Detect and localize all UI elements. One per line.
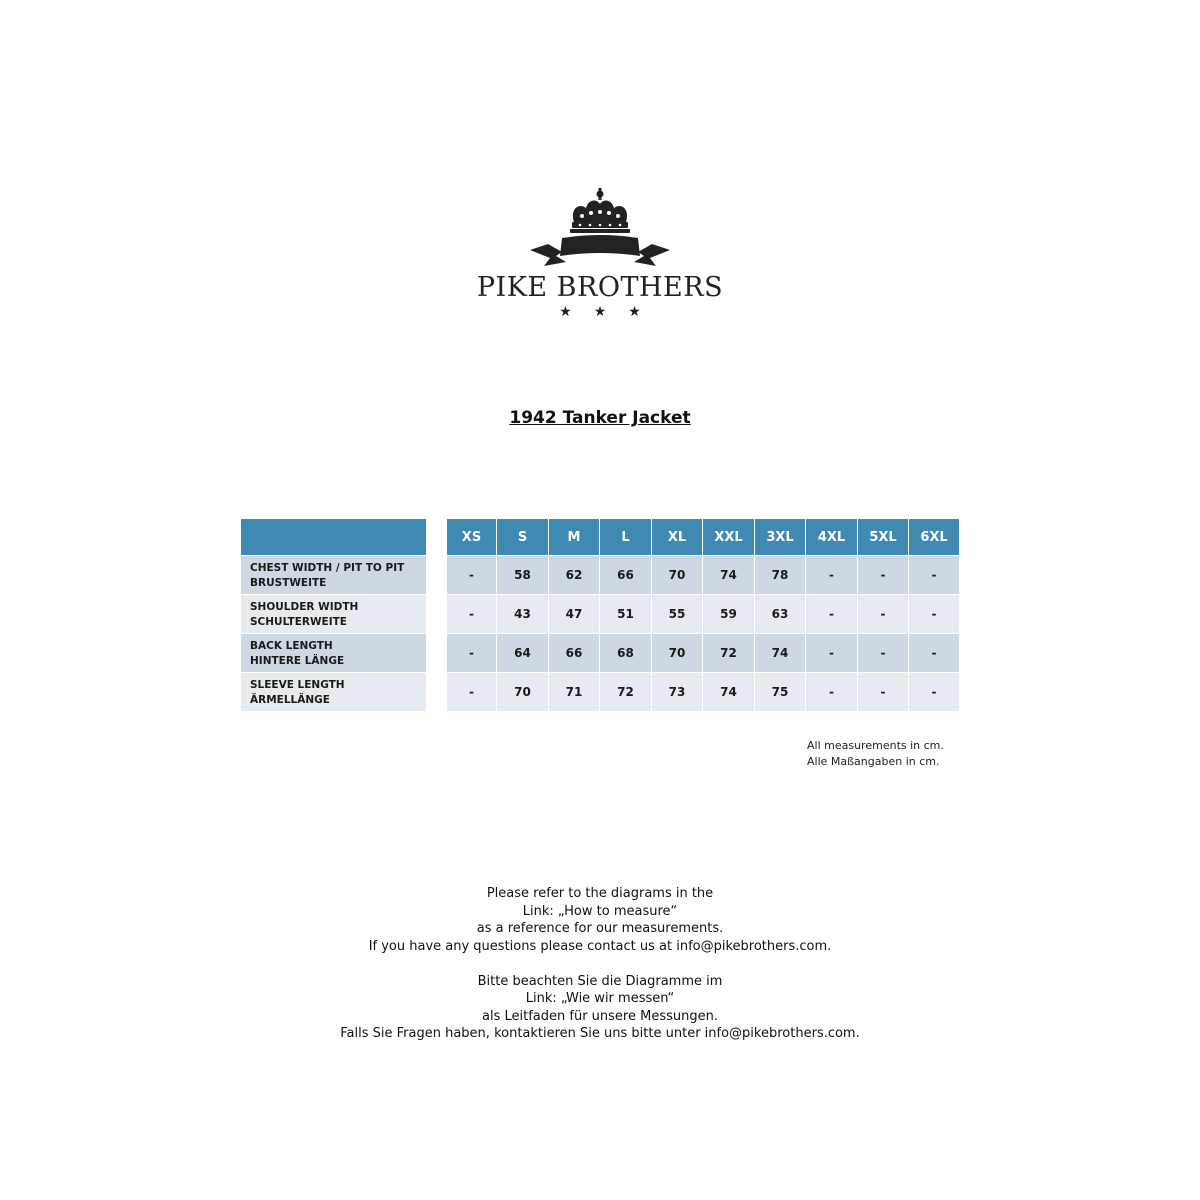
table-cell: 71 <box>549 673 600 711</box>
table-row <box>447 634 960 672</box>
row-label-back-length: BACK LENGTH HINTERE LÄNGE <box>241 634 426 672</box>
table-cell: 68 <box>600 634 652 672</box>
label-column-header <box>241 519 426 555</box>
table-cell: 63 <box>755 595 806 633</box>
footer-line: Link: „Wie wir messen“ <box>525 991 675 1006</box>
units-note-de: Alle Maßangaben in cm. <box>807 755 940 768</box>
table-cell: - <box>447 556 497 594</box>
table-cell: 43 <box>497 595 549 633</box>
table-cell: - <box>909 556 960 594</box>
size-header-row <box>447 519 960 555</box>
table-cell: 73 <box>652 673 703 711</box>
table-cell: - <box>909 634 960 672</box>
table-cell: 58 <box>497 556 549 594</box>
footer-line: as a reference for our measurements. <box>476 921 724 936</box>
table-cell: - <box>858 595 909 633</box>
size-header-xl: XL <box>652 519 703 555</box>
table-cell: 70 <box>652 634 703 672</box>
size-header-3xl: 3XL <box>755 519 806 555</box>
table-cell: 74 <box>703 673 755 711</box>
table-cell: 55 <box>652 595 703 633</box>
table-cell: - <box>447 673 497 711</box>
size-header-l: L <box>600 519 652 555</box>
table-cell: - <box>447 595 497 633</box>
units-note <box>807 738 944 770</box>
footer-instructions <box>0 885 1200 1043</box>
table-cell: - <box>806 634 858 672</box>
size-header-s: S <box>497 519 549 555</box>
footer-line: Please refer to the diagrams in the <box>486 886 714 901</box>
row-label-chest: CHEST WIDTH / PIT TO PIT BRUSTWEITE <box>241 556 426 594</box>
table-cell: 51 <box>600 595 652 633</box>
footer-line: Link: „How to measure“ <box>522 903 678 919</box>
size-header-4xl: 4XL <box>806 519 858 555</box>
table-cell: - <box>858 673 909 711</box>
row-label-shoulder: SHOULDER WIDTH SCHULTERWEITE <box>241 595 426 633</box>
footer-spacer <box>0 955 1200 973</box>
table-cell: 75 <box>755 673 806 711</box>
units-note-en: All measurements in cm. <box>807 739 944 752</box>
brand-stars: ★★★ <box>559 304 663 320</box>
table-cell: 59 <box>703 595 755 633</box>
size-header-5xl: 5XL <box>858 519 909 555</box>
table-cell: 78 <box>755 556 806 594</box>
table-row <box>447 556 960 594</box>
table-cell: - <box>909 673 960 711</box>
table-cell: - <box>806 595 858 633</box>
row-label-sleeve-length: SLEEVE LENGTH ÄRMELLÄNGE <box>241 673 426 711</box>
table-cell: 66 <box>600 556 652 594</box>
crown-banner-icon <box>470 186 730 272</box>
table-cell: 64 <box>497 634 549 672</box>
table-cell: - <box>858 556 909 594</box>
footer-line: If you have any questions please contact us at info@pikebrothers.com. <box>368 938 832 954</box>
table-cell: - <box>909 595 960 633</box>
table-cell: - <box>858 634 909 672</box>
table-cell: 47 <box>549 595 600 633</box>
table-cell: 74 <box>755 634 806 672</box>
brand-logo <box>470 186 730 326</box>
table-cell: 74 <box>703 556 755 594</box>
measurement-label-column <box>241 519 426 711</box>
table-cell: 70 <box>497 673 549 711</box>
table-cell: 72 <box>600 673 652 711</box>
table-cell: - <box>447 634 497 672</box>
table-row <box>447 595 960 633</box>
table-cell: - <box>806 673 858 711</box>
table-cell: 66 <box>549 634 600 672</box>
page-title: 1942 Tanker Jacket <box>509 408 691 428</box>
size-table <box>447 519 960 711</box>
size-header-xs: XS <box>447 519 497 555</box>
footer-line: Bitte beachten Sie die Diagramme im <box>477 973 723 989</box>
table-cell: - <box>806 556 858 594</box>
table-cell: 70 <box>652 556 703 594</box>
size-header-6xl: 6XL <box>909 519 960 555</box>
footer-line: als Leitfaden für unsere Messungen. <box>482 1008 718 1024</box>
table-cell: 72 <box>703 634 755 672</box>
size-header-xxl: XXL <box>703 519 755 555</box>
brand-name: PIKE BROTHERS <box>476 272 724 303</box>
table-row <box>447 673 960 711</box>
footer-line: Falls Sie Fragen haben, kontaktieren Sie uns bitte unter info@pikebrothers.com. <box>340 1026 860 1041</box>
table-cell: 62 <box>549 556 600 594</box>
size-header-m: M <box>549 519 600 555</box>
